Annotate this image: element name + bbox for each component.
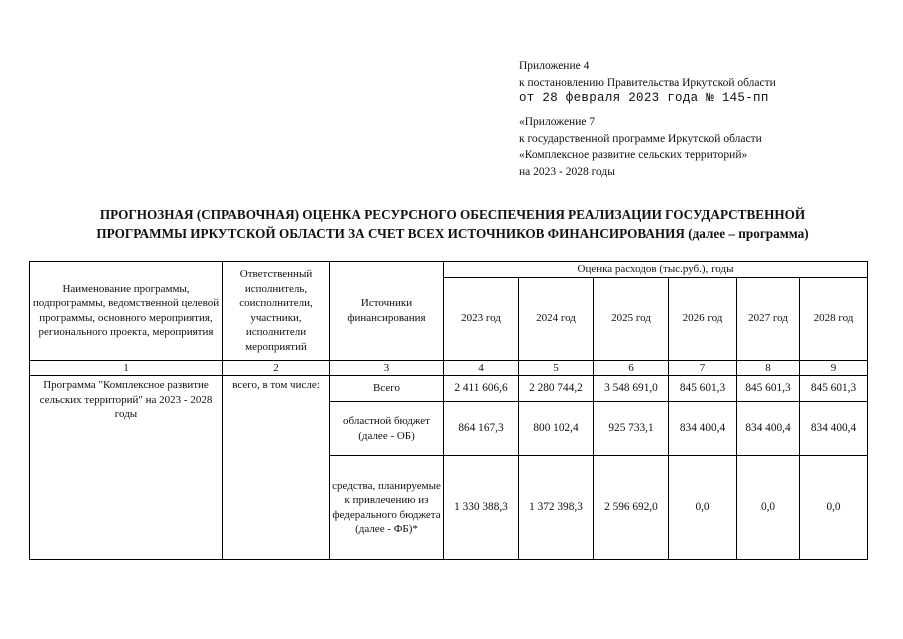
source-cell: средства, планируемые к привлечению из федерального бюджета (далее - ФБ)* <box>330 456 444 560</box>
header-source: Источники финансирования <box>330 262 444 361</box>
column-number: 6 <box>594 360 669 376</box>
resource-table <box>29 261 868 560</box>
value-cell: 1 372 398,3 <box>519 456 594 560</box>
column-number: 3 <box>330 360 444 376</box>
column-number: 7 <box>669 360 737 376</box>
year-header: 2024 год <box>519 277 594 360</box>
year-header: 2027 год <box>737 277 800 360</box>
title-line-2: ПРОГРАММЫ ИРКУТСКОЙ ОБЛАСТИ ЗА СЧЕТ ВСЕХ ИСТОЧНИКОВ ФИНАНСИРОВАНИЯ (далее – программа) <box>96 226 809 241</box>
value-cell: 2 280 744,2 <box>519 376 594 402</box>
executor-cell: всего, в том числе: <box>223 376 330 560</box>
document-header <box>519 58 776 180</box>
appendix7-label: «Приложение 7 <box>519 116 596 128</box>
value-cell: 2 596 692,0 <box>594 456 669 560</box>
resolution-date: от 28 февраля 2023 года № 145-пп <box>519 91 769 105</box>
column-number: 4 <box>444 360 519 376</box>
year-header: 2023 год <box>444 277 519 360</box>
appendix-label: Приложение 4 <box>519 60 590 72</box>
program-name: «Комплексное развитие сельских территорий» <box>519 149 748 161</box>
value-cell: 0,0 <box>669 456 737 560</box>
column-number: 8 <box>737 360 800 376</box>
value-cell: 845 601,3 <box>800 376 868 402</box>
year-header: 2025 год <box>594 277 669 360</box>
source-cell: Всего <box>330 376 444 402</box>
value-cell: 834 400,4 <box>669 402 737 456</box>
title-line-1: ПРОГНОЗНАЯ (СПРАВОЧНАЯ) ОЦЕНКА РЕСУРСНОГО ОБЕСПЕЧЕНИЯ РЕАЛИЗАЦИИ ГОСУДАРСТВЕННОЙ <box>99 207 806 222</box>
value-cell: 0,0 <box>800 456 868 560</box>
value-cell: 1 330 388,3 <box>444 456 519 560</box>
value-cell: 0,0 <box>737 456 800 560</box>
value-cell: 834 400,4 <box>800 402 868 456</box>
value-cell: 3 548 691,0 <box>594 376 669 402</box>
program-period: на 2023 - 2028 годы <box>519 165 616 178</box>
value-cell: 925 733,1 <box>594 402 669 456</box>
program-ref: к государственной программе Иркутской области <box>519 132 762 145</box>
header-name: Наименование программы, подпрограммы, ведомственной целевой программы, основного мероприятия, регионального проекта, мероприятия <box>30 262 223 361</box>
source-cell: областной бюджет (далее - ОБ) <box>330 402 444 456</box>
value-cell: 800 102,4 <box>519 402 594 456</box>
column-number-row <box>30 360 868 376</box>
year-header: 2026 год <box>669 277 737 360</box>
value-cell: 845 601,3 <box>669 376 737 402</box>
table-row <box>30 376 868 402</box>
resolution-label: к постановлению Правительства Иркутской области <box>519 76 776 89</box>
program-name-cell: Программа "Комплексное развитие сельских территорий" на 2023 - 2028 годы <box>30 376 223 560</box>
year-header: 2028 год <box>800 277 868 360</box>
document-title <box>30 205 875 243</box>
column-number: 1 <box>30 360 223 376</box>
header-executor: Ответственный исполнитель, соисполнители, участники, исполнители мероприятий <box>223 262 330 361</box>
value-cell: 2 411 606,6 <box>444 376 519 402</box>
value-cell: 834 400,4 <box>737 402 800 456</box>
column-number: 5 <box>519 360 594 376</box>
value-cell: 864 167,3 <box>444 402 519 456</box>
header-costs: Оценка расходов (тыс.руб.), годы <box>444 262 868 278</box>
column-number: 9 <box>800 360 868 376</box>
column-number: 2 <box>223 360 330 376</box>
value-cell: 845 601,3 <box>737 376 800 402</box>
